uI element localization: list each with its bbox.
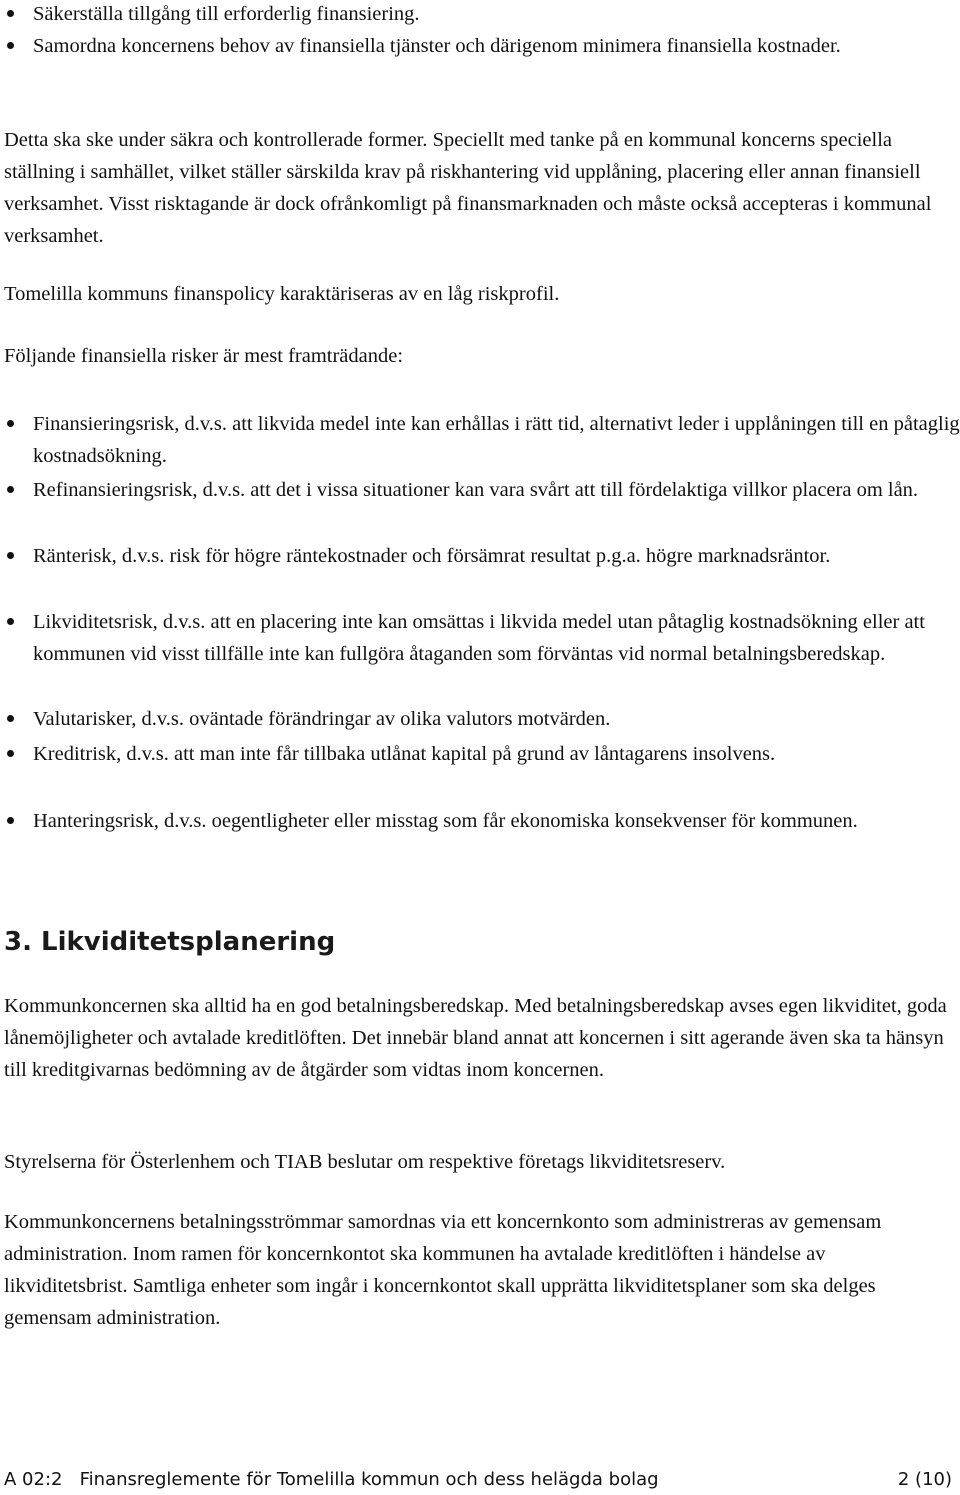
risk-bullet-item	[0, 408, 960, 472]
bullet-text: Kreditrisk, d.v.s. att man inte får tillbaka utlånat kapital på grund av låntagarens insolvens.	[33, 743, 776, 765]
bullet-text: Finansieringsrisk, d.v.s. att likvida medel inte kan erhållas i rätt tid, alternativt leder i upplåningen till en påtaglig kostnadsökning.	[33, 413, 960, 467]
bullet-dot-icon	[7, 618, 14, 625]
body-paragraph: Kommunkoncernens betalningsströmmar samordnas via ett koncernkonto som administreras av gemensam administration. Inom ramen för koncernkontot ska kommunen ha avtalade kreditlöften i händelse av likviditetsbrist. Samtliga enheter som ingår i koncernkontot skall upprätta likviditetsplaner som ska delges gemensam administration.	[4, 1211, 882, 1329]
body-paragraph: Detta ska ske under säkra och kontrollerade former. Speciellt med tanke på en kommunal koncerns speciella ställning i samhället, vilket ställer särskilda krav på riskhantering vid upplåning, placering eller annan finansiell verksamhet. Visst risktagande är dock ofrånkomligt på finansmarknaden och måste också accepteras i kommunal verksamhet.	[4, 129, 932, 247]
bullet-dot-icon	[7, 10, 14, 17]
bullet-item	[0, 0, 960, 30]
footer-page-number: 2 (10)	[897, 1469, 952, 1490]
risk-bullet-item	[0, 738, 960, 770]
bullet-text: Ränterisk, d.v.s. risk för högre räntekostnader och försämrat resultat p.g.a. högre marknadsräntor.	[33, 545, 831, 567]
risk-bullet-item	[0, 540, 960, 572]
risk-bullet-item	[0, 606, 960, 670]
bullet-text: Refinansieringsrisk, d.v.s. att det i vissa situationer kan vara svårt att till fördelaktiga villkor placera om lån.	[33, 479, 919, 501]
body-paragraph: Följande finansiella risker är mest framträdande:	[4, 345, 404, 367]
bullet-text: Samordna koncernens behov av finansiella tjänster och därigenom minimera finansiella kostnader.	[33, 35, 841, 57]
risk-bullet-item	[0, 703, 960, 735]
bullet-dot-icon	[7, 552, 14, 559]
bullet-text: Säkerställa tillgång till erforderlig finansiering.	[33, 3, 420, 25]
bullet-dot-icon	[7, 420, 14, 427]
bullet-dot-icon	[7, 750, 14, 757]
bullet-text: Likviditetsrisk, d.v.s. att en placering inte kan omsättas i likvida medel utan påtaglig kostnadsökning eller att kommunen vid visst tillfälle inte kan fullgöra åtaganden som förväntas vid normal betalningsberedskap.	[33, 611, 925, 665]
risk-bullet-item	[0, 805, 960, 837]
section-heading: 3. Likviditetsplanering	[4, 927, 336, 957]
body-paragraph: Tomelilla kommuns finanspolicy karaktäriseras av en låg riskprofil.	[4, 283, 560, 305]
body-paragraph: Styrelserna för Österlenhem och TIAB beslutar om respektive företags likviditetsreserv.	[4, 1151, 726, 1173]
footer-document-title: A 02:2 Finansreglemente för Tomelilla kommun och dess helägda bolag	[4, 1469, 659, 1490]
bullet-dot-icon	[7, 486, 14, 493]
bullet-dot-icon	[7, 715, 14, 722]
bullet-item	[0, 30, 903, 62]
bullet-text: Hanteringsrisk, d.v.s. oegentligheter eller misstag som får ekonomiska konsekvenser för kommunen.	[33, 810, 858, 832]
bullet-text: Valutarisker, d.v.s. oväntade förändringar av olika valutors motvärden.	[33, 708, 611, 730]
risk-bullet-item	[0, 474, 960, 506]
bullet-dot-icon	[7, 817, 14, 824]
bullet-dot-icon	[7, 42, 14, 49]
body-paragraph: Kommunkoncernen ska alltid ha en god betalningsberedskap. Med betalningsberedskap avses egen likviditet, goda lånemöjligheter och avtalade kreditlöften. Det innebär bland annat att koncernen i sitt agerande även ska ta hänsyn till kreditgivarnas bedömning av de åtgärder som vidtas inom koncernen.	[4, 995, 947, 1081]
